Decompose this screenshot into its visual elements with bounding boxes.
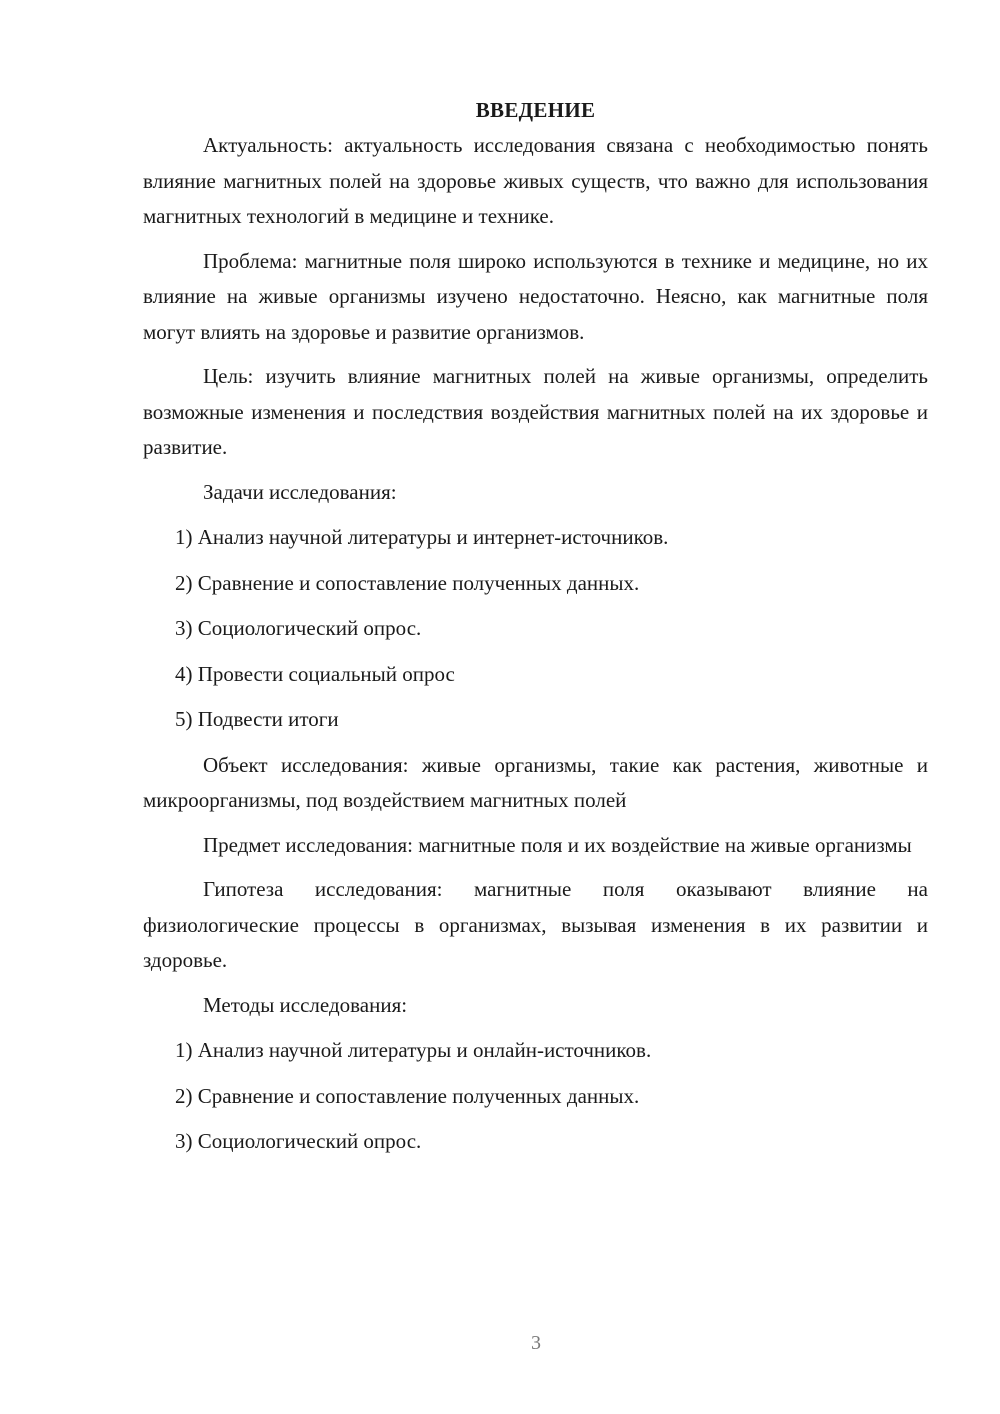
problem-paragraph: Проблема: магнитные поля широко используются в технике и медицине, но их влияние на живые организмы изучено недостаточно. Неясно, как магнитные поля могут влиять на здоровье и развитие организмов. bbox=[143, 248, 928, 344]
tasks-list bbox=[143, 520, 928, 738]
hypothesis-paragraph: Гипотеза исследования: магнитные поля оказывают влияние на физиологические процессы в организмах, вызывая изменения в их развитии и здоровье. bbox=[143, 877, 928, 972]
list-item: 4) Провести социальный опрос bbox=[175, 661, 455, 686]
relevance-paragraph: Актуальность: актуальность исследования связана с необходимостью понять влияние магнитных полей на здоровье живых существ, что важно для использования магнитных технологий в медицине и технике. bbox=[143, 133, 928, 228]
list-item: 3) Социологический опрос. bbox=[175, 1129, 422, 1153]
subject-paragraph: Предмет исследования: магнитные поля и их воздействие на живые организмы bbox=[203, 832, 912, 857]
list-item: 1) Анализ научной литературы и интернет-источников. bbox=[175, 525, 669, 549]
object-paragraph: Объект исследования: живые организмы, такие как растения, животные и микроорганизмы, под воздействием магнитных полей bbox=[143, 752, 928, 812]
methods-heading: Методы исследования: bbox=[203, 992, 408, 1017]
document-page bbox=[143, 92, 928, 1170]
page-title: ВВЕДЕНИЕ bbox=[475, 98, 596, 122]
list-item: 2) Сравнение и сопоставление полученных данных. bbox=[175, 570, 640, 595]
list-item: 2) Сравнение и сопоставление полученных данных. bbox=[175, 1083, 640, 1108]
methods-list bbox=[143, 1033, 928, 1160]
list-item: 1) Анализ научной литературы и онлайн-источников. bbox=[175, 1038, 652, 1062]
list-item: 5) Подвести итоги bbox=[175, 707, 339, 731]
page-number: 3 bbox=[531, 1332, 541, 1354]
goal-paragraph: Цель: изучить влияние магнитных полей на живые организмы, определить возможные изменения и последствия воздействия магнитных полей на их здоровье и развитие. bbox=[143, 364, 928, 459]
tasks-heading: Задачи исследования: bbox=[203, 479, 397, 504]
list-item: 3) Социологический опрос. bbox=[175, 616, 422, 640]
